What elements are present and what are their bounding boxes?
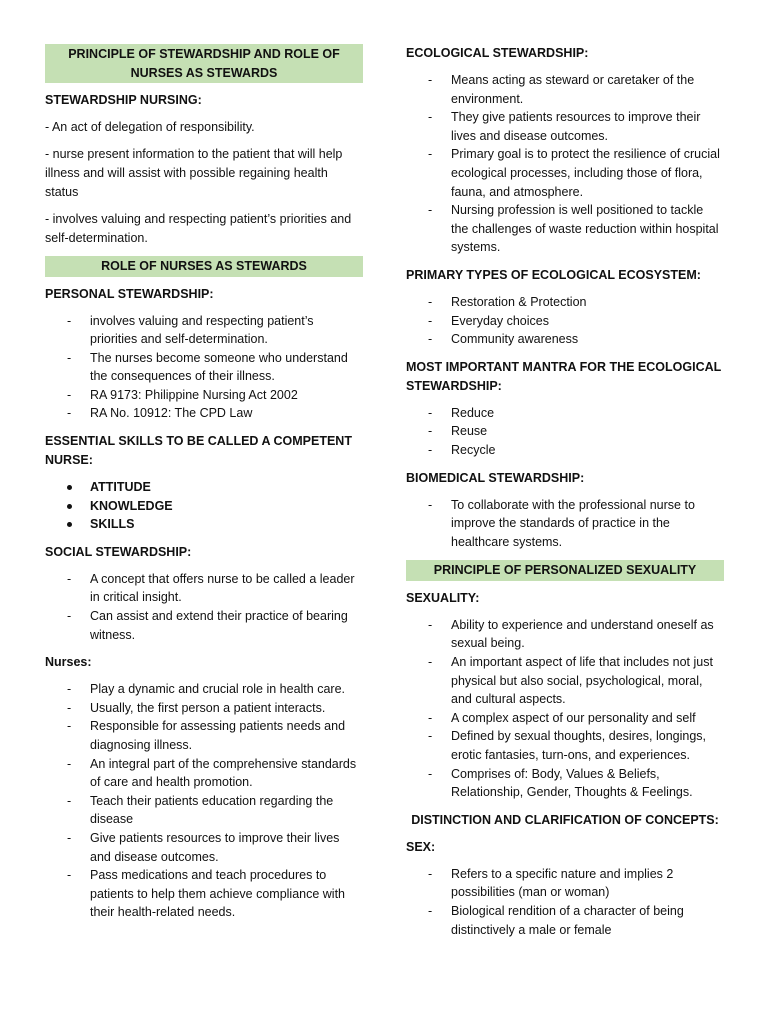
ecological-stewardship-list	[406, 71, 724, 257]
personalized-sexuality-banner: PRINCIPLE OF PERSONALIZED SEXUALITY	[406, 560, 724, 581]
list-item: - RA 9173: Philippine Nursing Act 2002	[45, 386, 363, 405]
list-item: - Community awareness	[406, 330, 724, 349]
list-item: - The nurses become someone who understand the consequences of their illness.	[45, 349, 363, 386]
mantra-heading: MOST IMPORTANT MANTRA FOR THE ECOLOGICAL STEWARDSHIP:	[406, 359, 722, 393]
nurses-list	[45, 680, 363, 922]
list-item: - Play a dynamic and crucial role in health care.	[45, 680, 363, 699]
nurses-heading: Nurses:	[45, 655, 92, 670]
list-item: - Pass medications and teach procedures to patients to help them achieve compliance with their health-related needs.	[45, 866, 363, 922]
primary-types-heading: PRIMARY TYPES OF ECOLOGICAL ECOSYSTEM:	[406, 267, 701, 282]
mantra-list	[406, 404, 724, 460]
stewardship-nursing-para-1: - An act of delegation of responsibility.	[45, 120, 255, 134]
list-item: - Defined by sexual thoughts, desires, longings, erotic fantasies, turn-ons, and experiences.	[406, 727, 724, 764]
social-stewardship-heading: SOCIAL STEWARDSHIP:	[45, 544, 192, 559]
list-item: ATTITUDE	[45, 478, 363, 497]
left-column	[45, 44, 363, 931]
list-item: - Teach their patients education regarding the disease	[45, 792, 363, 829]
list-item: - A concept that offers nurse to be called a leader in critical insight.	[45, 570, 363, 607]
sex-heading: SEX:	[406, 839, 436, 854]
list-item: - An important aspect of life that includes not just physical but also social, psychological, moral, and cultural aspects.	[406, 653, 724, 709]
social-stewardship-list	[45, 570, 363, 644]
list-item: - Biological rendition of a character of being distinctively a male or female	[406, 902, 724, 939]
list-item: - Reuse	[406, 422, 724, 441]
personal-stewardship-heading: PERSONAL STEWARDSHIP:	[45, 286, 214, 301]
list-item: - Comprises of: Body, Values & Beliefs, Relationship, Gender, Thoughts & Feelings.	[406, 765, 724, 802]
list-item: - Nursing profession is well positioned to tackle the challenges of waste reduction within hospital systems.	[406, 201, 724, 257]
stewardship-nursing-para-2: - nurse present information to the patient that will help illness and will assist with possible regaining health status	[45, 147, 343, 199]
list-item: - Responsible for assessing patients needs and diagnosing illness.	[45, 717, 363, 754]
list-item: - Give patients resources to improve their lives and disease outcomes.	[45, 829, 363, 866]
primary-types-list	[406, 293, 724, 349]
list-item: KNOWLEDGE	[45, 497, 363, 516]
list-item: - involves valuing and respecting patient’s priorities and self-determination.	[45, 312, 363, 349]
biomedical-stewardship-heading: BIOMEDICAL STEWARDSHIP:	[406, 470, 585, 485]
list-item: - Means acting as steward or caretaker of the environment.	[406, 71, 724, 108]
biomedical-stewardship-list	[406, 496, 724, 552]
list-item: - RA No. 10912: The CPD Law	[45, 404, 363, 423]
list-item: SKILLS	[45, 515, 363, 534]
list-item: - To collaborate with the professional nurse to improve the standards of practice in the healthcare systems.	[406, 496, 724, 552]
page-title: PRINCIPLE OF STEWARDSHIP AND ROLE OF NURSES AS STEWARDS	[45, 44, 363, 83]
list-item: - A complex aspect of our personality and self	[406, 709, 724, 728]
sexuality-heading: SEXUALITY:	[406, 590, 480, 605]
list-item: - Restoration & Protection	[406, 293, 724, 312]
distinction-heading: DISTINCTION AND CLARIFICATION OF CONCEPTS:	[411, 812, 719, 827]
list-item: - Can assist and extend their practice of bearing witness.	[45, 607, 363, 644]
list-item: - Usually, the first person a patient interacts.	[45, 699, 363, 718]
personal-stewardship-list	[45, 312, 363, 424]
ecological-stewardship-heading: ECOLOGICAL STEWARDSHIP:	[406, 46, 589, 60]
list-item: - Reduce	[406, 404, 724, 423]
right-column	[406, 44, 724, 948]
essential-skills-list	[45, 478, 363, 534]
essential-skills-heading: ESSENTIAL SKILLS TO BE CALLED A COMPETENT NURSE:	[45, 434, 352, 468]
list-item: - Ability to experience and understand oneself as sexual being.	[406, 616, 724, 653]
list-item: - Recycle	[406, 441, 724, 460]
list-item: - Primary goal is to protect the resilience of crucial ecological processes, including those of flora, fauna, and atmosphere.	[406, 145, 724, 201]
list-item: - An integral part of the comprehensive standards of care and health promotion.	[45, 755, 363, 792]
role-of-nurses-banner: ROLE OF NURSES AS STEWARDS	[45, 256, 363, 277]
list-item: - Everyday choices	[406, 312, 724, 331]
list-item: - Refers to a specific nature and implies 2 possibilities (man or woman)	[406, 865, 724, 902]
stewardship-nursing-heading: STEWARDSHIP NURSING:	[45, 93, 202, 107]
list-item: - They give patients resources to improve their lives and disease outcomes.	[406, 108, 724, 145]
stewardship-nursing-para-3: - involves valuing and respecting patient’s priorities and self-determination.	[45, 212, 352, 245]
sexuality-list	[406, 616, 724, 802]
sex-list	[406, 865, 724, 939]
